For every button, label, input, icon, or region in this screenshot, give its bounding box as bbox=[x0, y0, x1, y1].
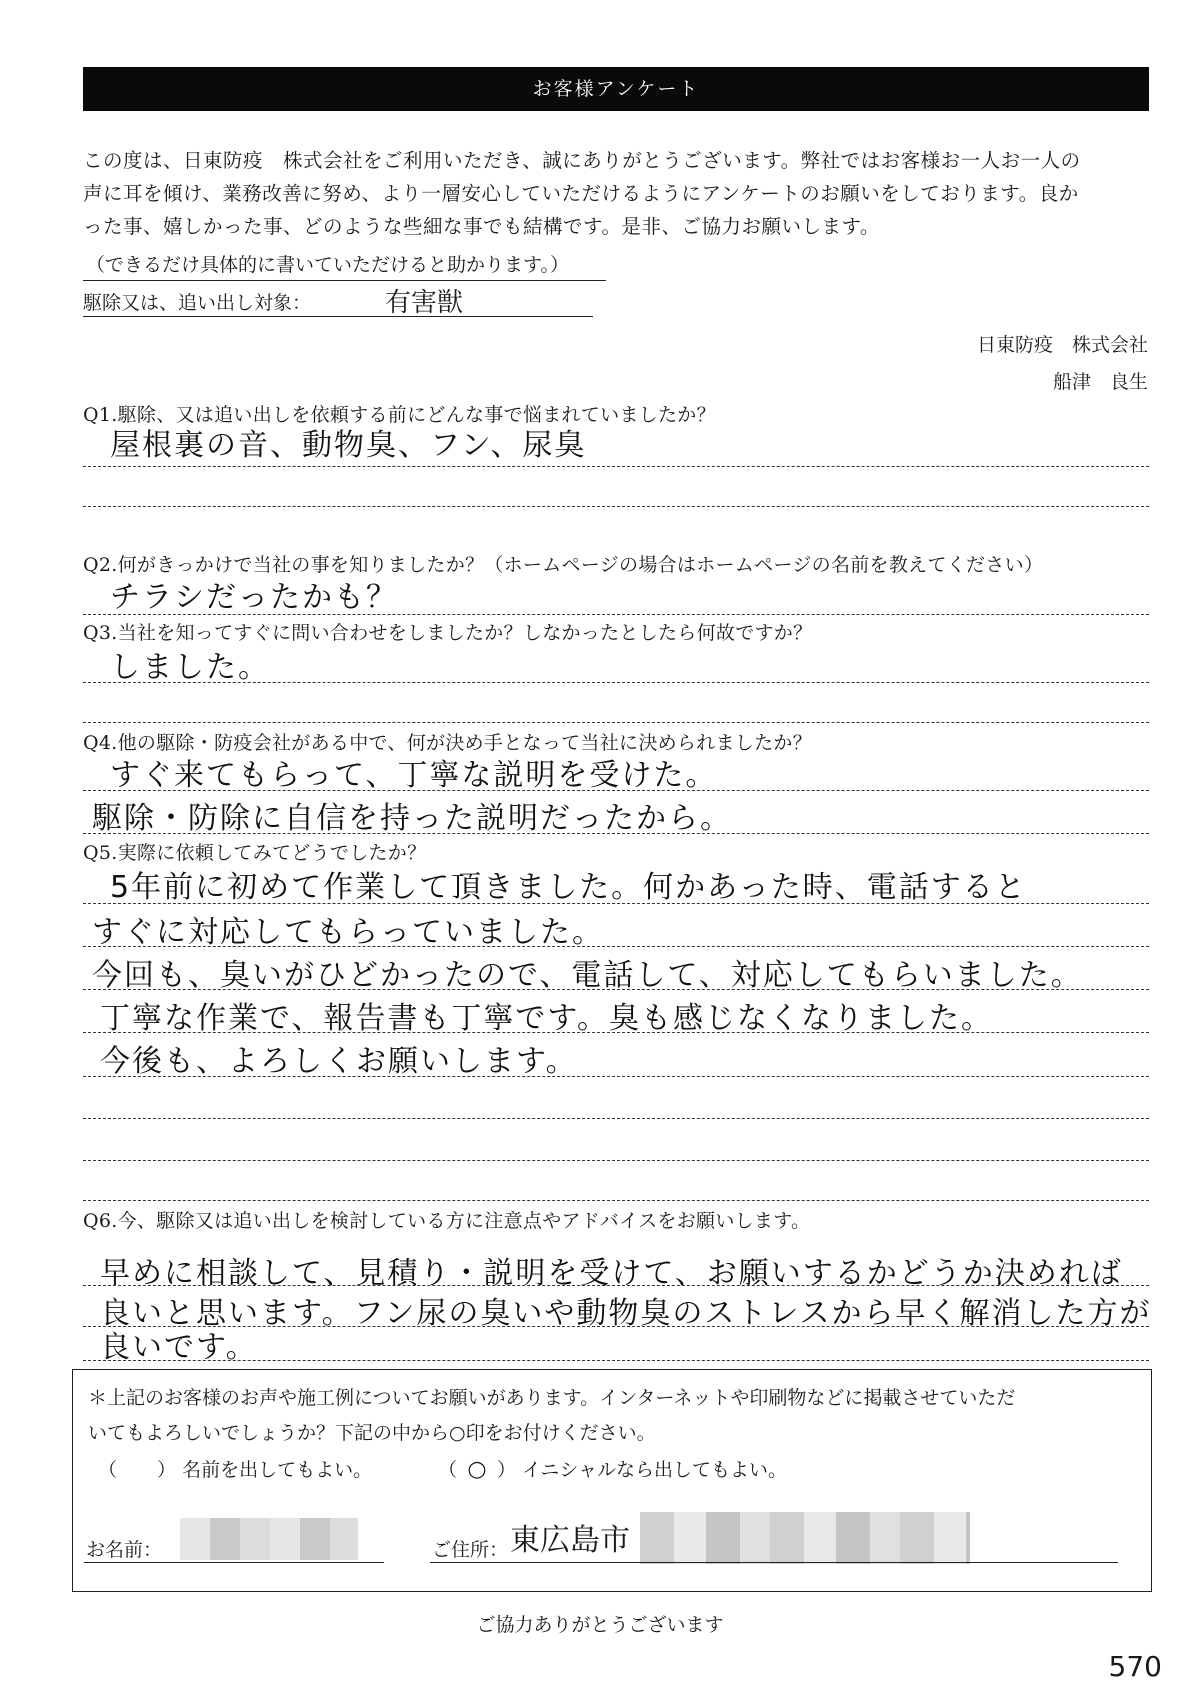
answer-6-line-2: 良いと思います。フン尿の臭いや動物臭のストレスから早く解消した方が bbox=[100, 1296, 1152, 1331]
answer-1-line-1: 屋根裏の音、動物臭、フン、尿臭 bbox=[110, 428, 587, 463]
answer-rule bbox=[83, 989, 1149, 990]
answer-6-line-1: 早めに相談して、見積り・説明を受けて、お願いするかどうか決めれば bbox=[100, 1256, 1123, 1291]
note-underline bbox=[83, 280, 606, 281]
answer-rule bbox=[83, 1076, 1149, 1077]
answer-rule bbox=[83, 790, 1149, 791]
question-6: Q6.今、駆除又は追い出しを検討している方に注意点やアドバイスをお願いします。 bbox=[83, 1210, 811, 1232]
name-label: お名前： bbox=[86, 1539, 163, 1561]
answer-5-line-5: 今後も、よろしくお願いします。 bbox=[100, 1044, 578, 1079]
answer-rule bbox=[83, 1118, 1149, 1119]
address-label: ご住所： bbox=[432, 1539, 509, 1561]
consent-option-initials[interactable] bbox=[438, 1455, 787, 1482]
answer-6-line-3: 良いです。 bbox=[100, 1330, 258, 1365]
name-underline bbox=[84, 1562, 384, 1563]
consent-text-line-2: いてもよろしいでしょうか？下記の中から○印をお付けください。 bbox=[88, 1422, 656, 1444]
question-1: Q1.駆除、又は追い出しを依頼する前にどんな事で悩まれていましたか？ bbox=[83, 404, 716, 426]
address-redaction bbox=[640, 1512, 970, 1564]
company-name: 日東防疫 株式会社 bbox=[976, 334, 1148, 356]
answer-4-line-1: すぐ来てもらって、丁寧な説明を受けた。 bbox=[110, 758, 718, 793]
answer-3-line-1: しました。 bbox=[110, 650, 270, 685]
answer-5-line-4: 丁寧な作業で、報告書も丁寧です。臭も感じなくなりました。 bbox=[100, 1001, 993, 1036]
answer-rule bbox=[83, 1360, 1149, 1361]
intro-line-2: 声に耳を傾け、業務改善に努め、より一層安心していただけるようにアンケートのお願いをしております。良か bbox=[83, 182, 1079, 205]
address-underline bbox=[430, 1562, 1118, 1563]
option-paren-close: ） bbox=[157, 1459, 177, 1481]
target-label: 駆除又は、追い出し対象： bbox=[83, 292, 312, 314]
question-2: Q2.何がきっかけで当社の事を知りましたか？（ホームページの場合はホームページの名前を教えてください） bbox=[83, 554, 1044, 576]
intro-line-3: った事、嬉しかった事、どのような些細な事でも結構です。是非、ご協力お願いします。 bbox=[83, 215, 880, 238]
answer-rule bbox=[83, 722, 1149, 723]
intro-paragraph bbox=[83, 144, 1149, 243]
option-paren-close: ） bbox=[497, 1459, 517, 1481]
question-5: Q5.実際に依頼してみてどうでしたか？ bbox=[83, 842, 427, 864]
answer-rule bbox=[83, 1032, 1149, 1033]
intro-note: （できるだけ具体的に書いていただけると助かります。） bbox=[86, 254, 569, 276]
answer-5-line-1: 5年前に初めて作業して頂きました。何かあった時、電話すると bbox=[110, 870, 1027, 905]
option-2-label: イニシャルなら出してもよい。 bbox=[522, 1459, 787, 1481]
answer-rule bbox=[83, 614, 1149, 615]
answer-rule bbox=[83, 1160, 1149, 1161]
answer-2-line-1: チラシだったかも？ bbox=[110, 580, 398, 615]
question-3: Q3.当社を知ってすぐに問い合わせをしましたか？しなかったとしたら何故ですか？ bbox=[83, 622, 813, 644]
page-number: 570 bbox=[1108, 1650, 1162, 1683]
answer-rule bbox=[83, 466, 1149, 467]
answer-rule bbox=[83, 682, 1149, 683]
name-redaction bbox=[180, 1518, 358, 1560]
option-2-mark: ○ bbox=[467, 1457, 487, 1482]
option-1-label: 名前を出してもよい。 bbox=[182, 1459, 373, 1481]
answer-rule bbox=[83, 1200, 1149, 1201]
consent-option-name[interactable] bbox=[98, 1455, 372, 1482]
answer-5-line-2: すぐに対応してもらっていました。 bbox=[92, 915, 604, 950]
target-underline bbox=[83, 316, 593, 317]
thanks-message: ご協力ありがとうございます bbox=[476, 1614, 724, 1636]
target-value: 有害獣 bbox=[385, 288, 464, 318]
answer-rule bbox=[83, 833, 1149, 834]
address-value: 東広島市 bbox=[510, 1523, 630, 1558]
answer-4-line-2: 駆除・防除に自信を持った説明だったから。 bbox=[92, 801, 732, 836]
answer-5-line-3: 今回も、臭いがひどかったので、電話して、対応してもらいました。 bbox=[92, 958, 1083, 993]
answer-rule bbox=[83, 506, 1149, 507]
representative-name: 船津 良生 bbox=[1052, 371, 1148, 393]
survey-title: お客様アンケート bbox=[83, 67, 1149, 111]
option-paren-open: （ bbox=[438, 1459, 458, 1481]
answer-rule bbox=[83, 1285, 1149, 1286]
answer-rule bbox=[83, 903, 1149, 904]
option-paren-open: （ bbox=[98, 1459, 118, 1481]
question-4: Q4.他の駆除・防疫会社がある中で、何が決め手となって当社に決められましたか？ bbox=[83, 732, 813, 754]
consent-text-line-1: ＊上記のお客様のお声や施工例についてお願いがあります。インターネットや印刷物などに掲載させていただ bbox=[88, 1387, 1016, 1409]
intro-line-1: この度は、日東防疫 株式会社をご利用いただき、誠にありがとうございます。弊社ではお客様お一人お一人の bbox=[83, 149, 1081, 172]
answer-rule bbox=[83, 946, 1149, 947]
